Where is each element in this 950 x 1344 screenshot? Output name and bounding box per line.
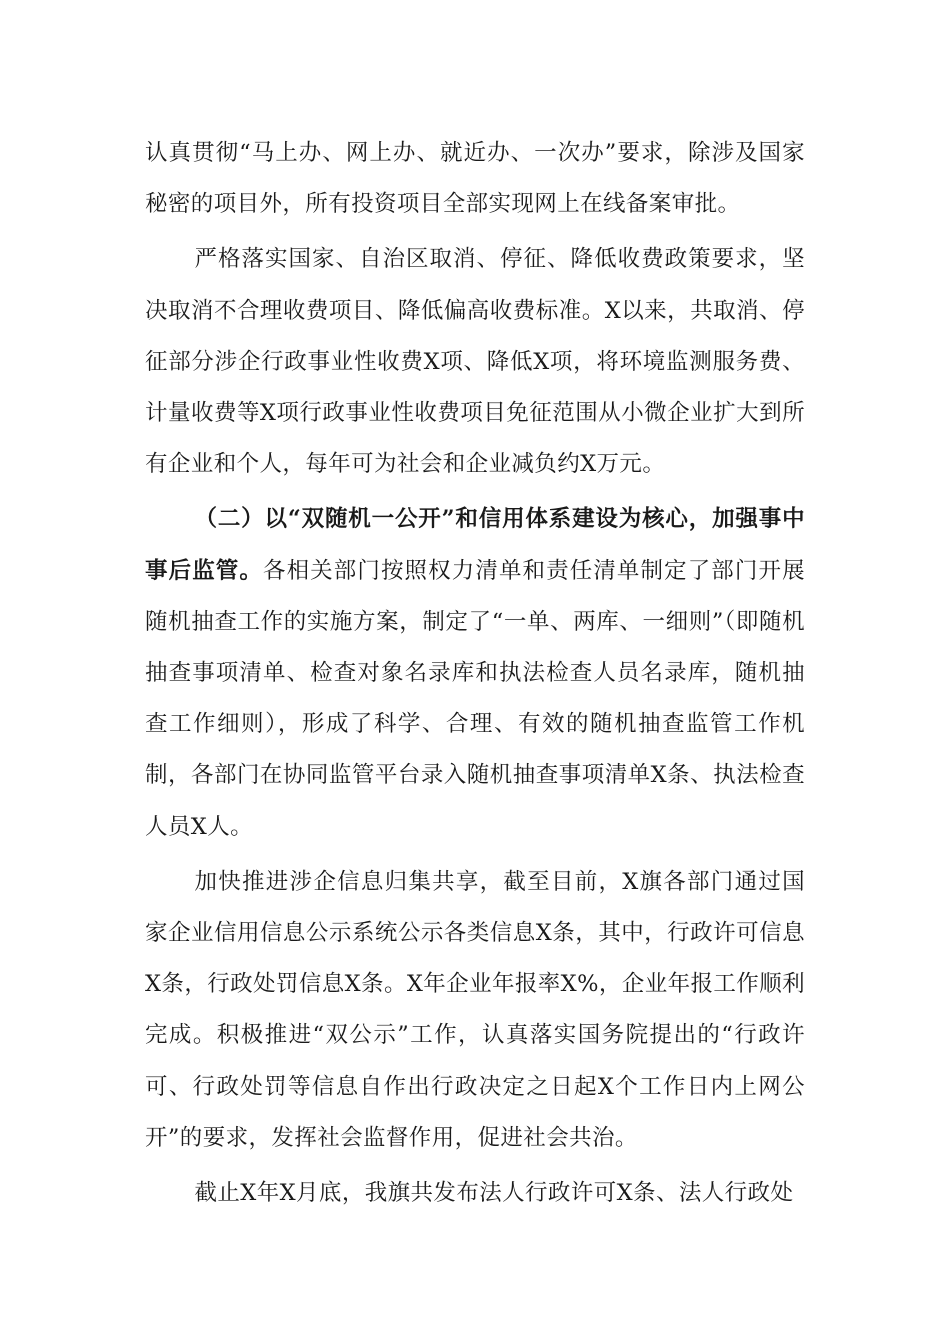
paragraph-5-text: 截止X年X月底，我旗共发布法人行政许可X条、法人行政处 xyxy=(194,1180,794,1207)
paragraph-3 xyxy=(145,494,805,852)
document-body xyxy=(145,128,805,1223)
paragraph-2 xyxy=(145,234,805,490)
paragraph-4-text: 加快推进涉企信息归集共享，截至目前，X旗各部门通过国家企业信用信息公示系统公示各类信息X条，其中，行政许可信息X条，行政处罚信息X条。X年企业年报率X%，企业年报工作顺利完成。积极推进“双公示”工作，认真落实国务院提出的“行政许可、行政处罚等信息自作出行政决定之日起X个工作日内上网公开”的要求，发挥社会监督作用，促进社会共治。 xyxy=(145,868,805,1151)
paragraph-1 xyxy=(145,128,805,230)
paragraph-5 xyxy=(145,1168,805,1219)
section-heading: （二）以“双随机一公开”和信用体系建设为核心，加强事中事后监管。 xyxy=(145,506,805,584)
paragraph-3-text: 各相关部门按照权力清单和责任清单制定了部门开展随机抽查工作的实施方案，制定了“一单、两库、一细则”（即随机抽查事项清单、检查对象名录库和执法检查人员名录库，随机抽查工作细则），形成了科学、合理、有效的随机抽查监管工作机制，各部门在协同监管平台录入随机抽查事项清单X条、执法检查人员X人。 xyxy=(145,557,805,840)
paragraph-4 xyxy=(145,857,805,1164)
paragraph-2-text: 严格落实国家、自治区取消、停征、降低收费政策要求，坚决取消不合理收费项目、降低偏高收费标准。X以来，共取消、停征部分涉企行政事业性收费X项、降低X项，将环境监测服务费、计量收费等X项行政事业性收费项目免征范围从小微企业扩大到所有企业和个人，每年可为社会和企业减负约X万元。 xyxy=(145,246,805,478)
paragraph-1-text: 认真贯彻“马上办、网上办、就近办、一次办”要求，除涉及国家秘密的项目外，所有投资项目全部实现网上在线备案审批。 xyxy=(145,140,805,218)
